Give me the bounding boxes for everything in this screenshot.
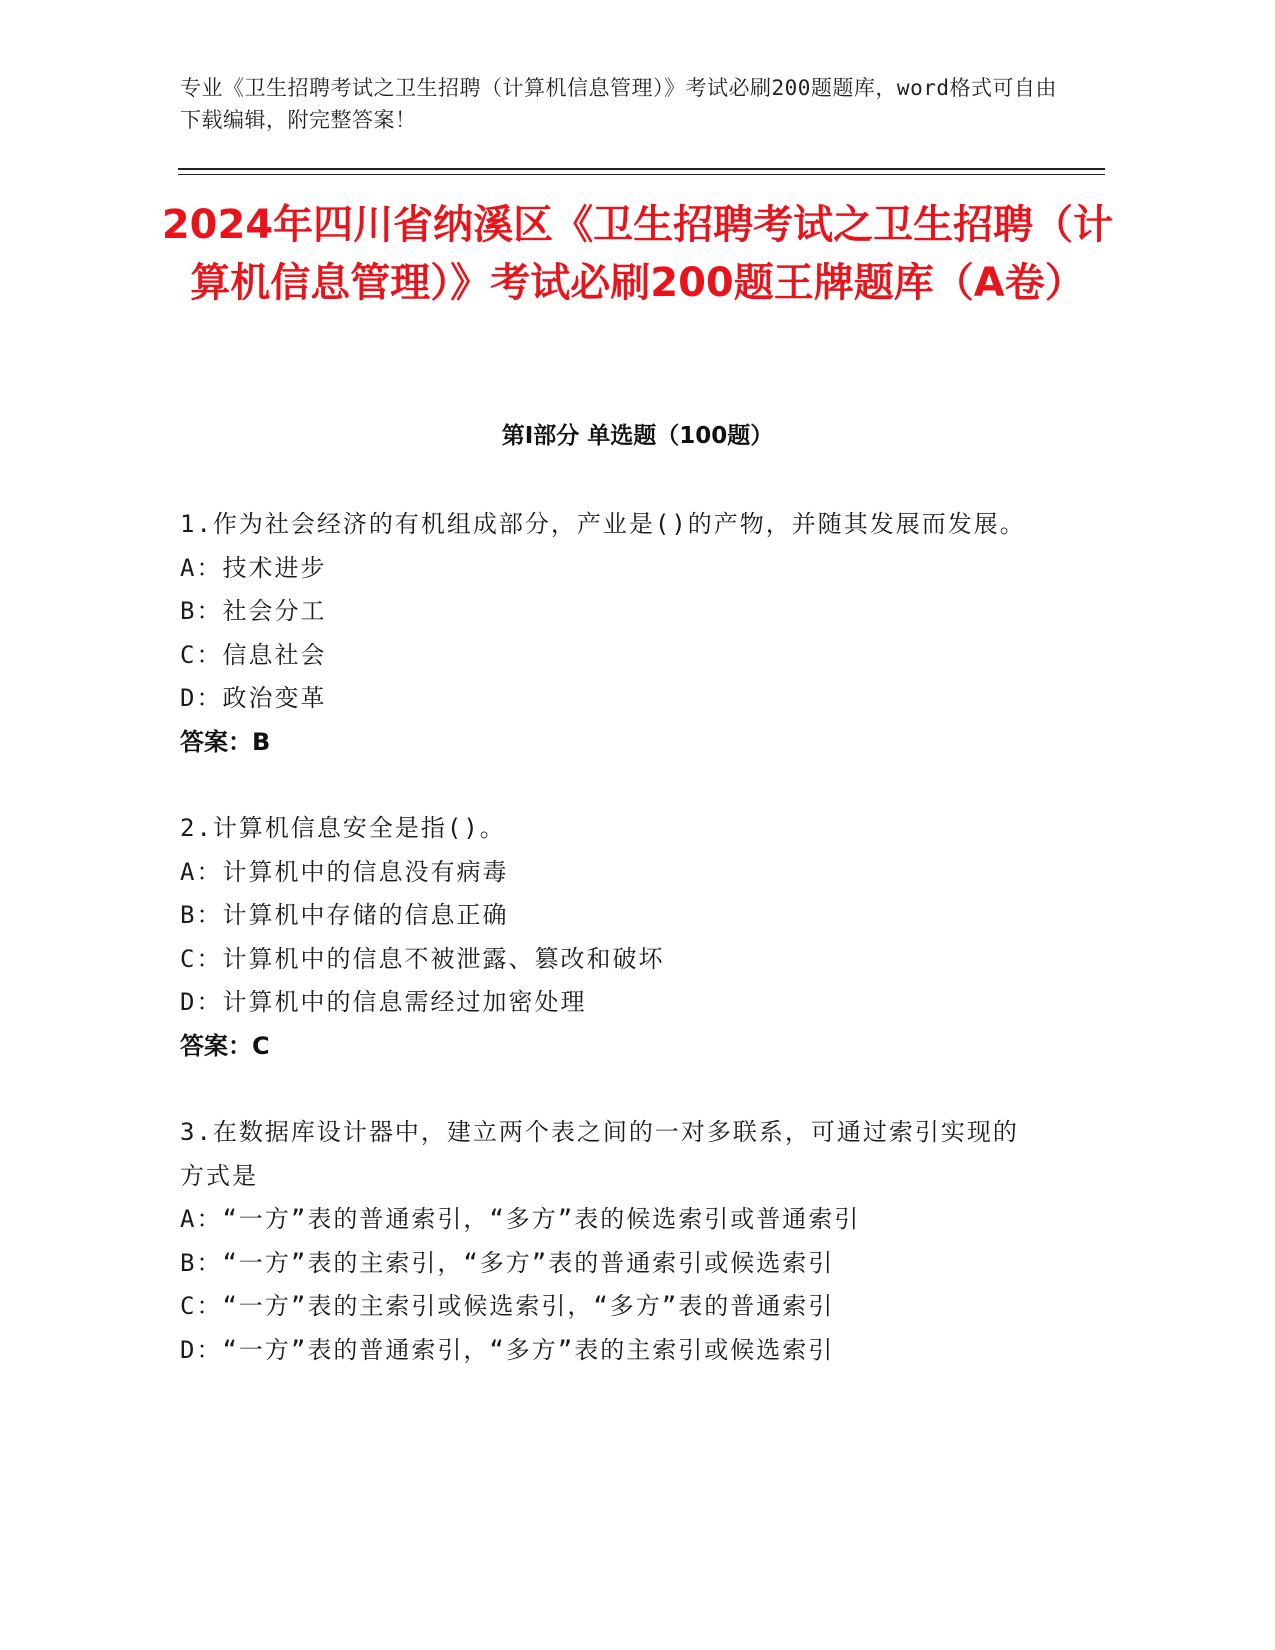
option-c: C：“一方”表的主索引或候选索引，“多方”表的普通索引 — [180, 1292, 835, 1320]
option-c: C：信息社会 — [180, 640, 327, 669]
question-1 — [180, 503, 1040, 764]
question-list — [180, 503, 1040, 1415]
document-title: 2024年四川省纳溪区《卫生招聘考试之卫生招聘（计算机信息管理）》考试必刷200题王牌题库（A卷） — [161, 202, 1114, 306]
header-note: 专业《卫生招聘考试之卫生招聘（计算机信息管理）》考试必刷200题题库，word格式可自由下载编辑，附完整答案！ — [180, 76, 1057, 132]
question-3 — [180, 1111, 1040, 1372]
option-d: D：“一方”表的普通索引，“多方”表的主索引或候选索引 — [180, 1335, 835, 1364]
question-stem: 2.计算机信息安全是指()。 — [180, 814, 506, 842]
option-a: A：技术进步 — [180, 553, 327, 582]
header-divider-thin — [178, 174, 1105, 175]
answer: 答案：B — [180, 727, 271, 756]
option-a: A：“一方”表的普通索引，“多方”表的候选索引或普通索引 — [180, 1205, 861, 1233]
option-a: A：计算机中的信息没有病毒 — [180, 857, 509, 886]
option-b: B：计算机中存储的信息正确 — [180, 901, 509, 929]
section-title: 第Ⅰ部分 单选题（100题） — [501, 423, 774, 449]
option-d: D：计算机中的信息需经过加密处理 — [180, 988, 587, 1016]
option-b: B：“一方”表的主索引，“多方”表的普通索引或候选索引 — [180, 1248, 835, 1277]
question-stem: 3.在数据库设计器中，建立两个表之间的一对多联系，可通过索引实现的方式是 — [180, 1118, 1019, 1190]
question-stem: 1.作为社会经济的有机组成部分，产业是()的产物，并随其发展而发展。 — [180, 510, 1026, 538]
question-2 — [180, 807, 1040, 1068]
option-b: B：社会分工 — [180, 597, 327, 625]
answer: 答案：C — [180, 1031, 270, 1060]
option-c: C：计算机中的信息不被泄露、篡改和破坏 — [180, 944, 665, 973]
option-d: D：政治变革 — [180, 684, 327, 712]
header-divider-thick — [178, 168, 1105, 170]
